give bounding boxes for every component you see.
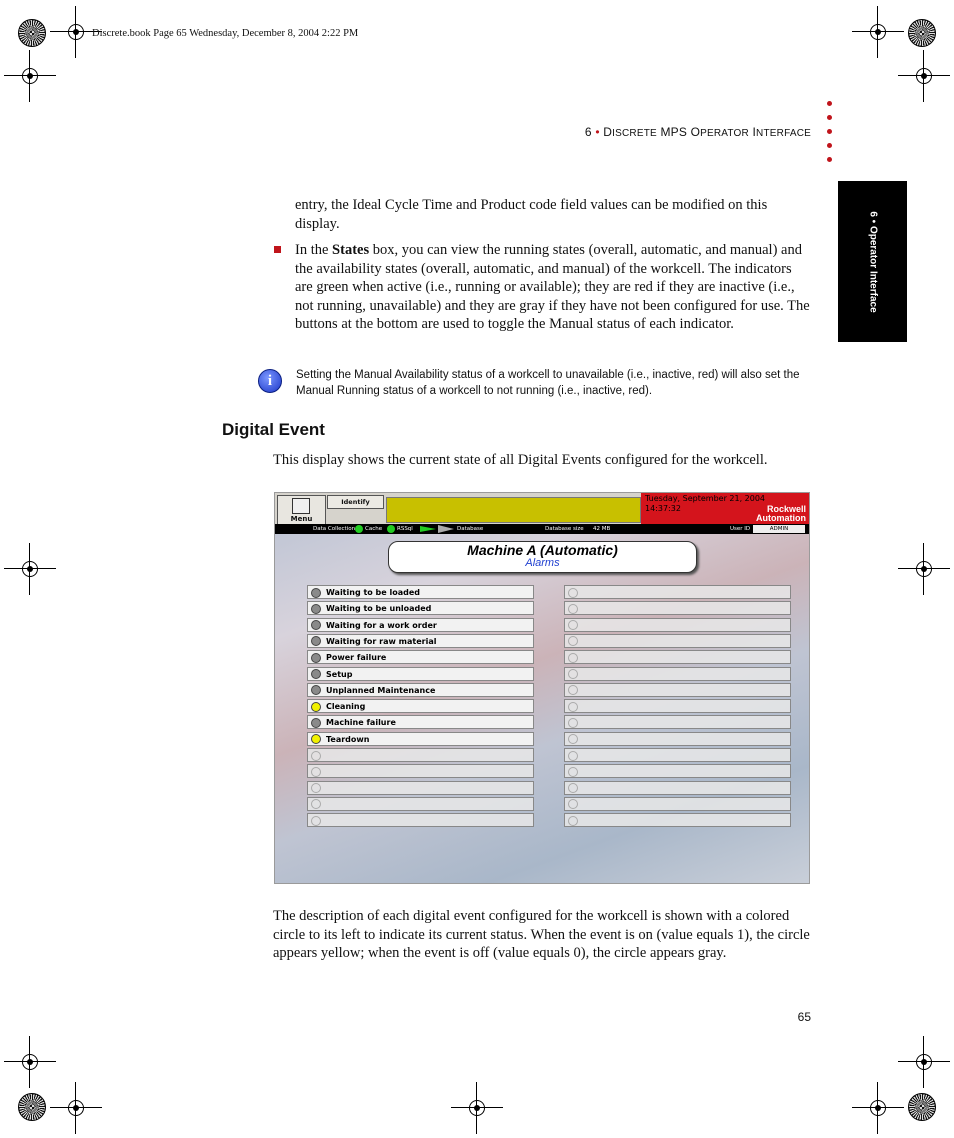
screen-title: [388, 541, 697, 573]
status-circle-icon: [311, 751, 321, 761]
arrow-icon: [438, 525, 454, 533]
status-data-collection: Data Collection: [313, 526, 356, 532]
event-row: [564, 683, 791, 697]
arrow-icon: [420, 526, 436, 532]
status-circle-icon: [311, 653, 321, 663]
status-circle-icon: [311, 702, 321, 712]
event-label: Waiting for raw material: [326, 636, 437, 646]
crop-mark-icon: [18, 557, 42, 581]
event-row: [564, 650, 791, 664]
event-label: Machine failure: [326, 718, 396, 728]
status-circle-icon: [568, 604, 578, 614]
registration-sunburst-icon: [18, 19, 46, 47]
decor-dot: [827, 157, 832, 162]
section-heading: Digital Event: [222, 420, 325, 439]
note-text: Setting the Manual Availability status of a workcell to unavailable (i.e., inactive, red) will also set the Manual Running status of a workcell to not running (i.e., inactive, red).: [296, 369, 800, 397]
status-circle-icon: [311, 588, 321, 598]
paragraph-intro: This display shows the current state of all Digital Events configured for the workcell.: [273, 452, 768, 468]
book-slug: Discrete.book Page 65 Wednesday, December 8, 2004 2:22 PM: [92, 28, 359, 39]
event-row: [307, 748, 534, 762]
db-size-label: Database size: [545, 526, 584, 532]
status-circle-icon: [568, 816, 578, 826]
status-circle-icon: [311, 767, 321, 777]
event-row: [564, 634, 791, 648]
status-circle-icon: [568, 751, 578, 761]
event-row: [564, 601, 791, 615]
machine-title: Machine A (Automatic): [467, 542, 618, 558]
event-label: Waiting to be loaded: [326, 588, 421, 597]
decor-dot: [827, 115, 832, 120]
event-label: Waiting for a work order: [326, 620, 437, 630]
crop-mark-icon: [465, 1096, 489, 1120]
status-circle-icon: [311, 636, 321, 646]
event-row: [307, 813, 534, 827]
decor-dot: [827, 101, 832, 106]
status-circle-icon: [311, 783, 321, 793]
status-circle-icon: [311, 799, 321, 809]
status-circle-icon: [568, 783, 578, 793]
status-rssql: RSSql: [397, 526, 413, 532]
user-id-label: User ID: [730, 526, 751, 532]
event-label: Waiting to be unloaded: [326, 604, 432, 614]
alarms-subtitle: Alarms: [525, 557, 560, 569]
identify-button[interactable]: Identify: [327, 495, 384, 509]
event-row: [564, 715, 791, 729]
event-row: [307, 585, 534, 599]
event-row: [307, 715, 534, 729]
status-circle-icon: [311, 685, 321, 695]
datetime-banner: [641, 493, 809, 524]
event-row: [564, 699, 791, 713]
event-row: [564, 585, 791, 599]
event-row: [307, 634, 534, 648]
running-head: 6 • DISCRETE MPS OPERATOR INTERFACE: [584, 125, 811, 139]
decor-dot: [827, 129, 832, 134]
status-cache: Cache: [365, 526, 383, 532]
status-bar: [275, 524, 809, 534]
crop-mark-icon: [64, 20, 88, 44]
crop-mark-icon: [912, 64, 936, 88]
status-circle-icon: [568, 685, 578, 695]
status-circle-icon: [311, 718, 321, 728]
decor-dot: [827, 143, 832, 148]
menu-button[interactable]: Menu: [277, 495, 326, 525]
crop-mark-icon: [18, 64, 42, 88]
event-row: [564, 813, 791, 827]
event-label: Unplanned Maintenance: [326, 685, 436, 695]
event-row: [564, 667, 791, 681]
status-circle-icon: [568, 620, 578, 630]
paragraph-entry: entry, the Ideal Cycle Time and Product code field values can be modified on this display.: [295, 197, 768, 232]
page-number: 65: [797, 1010, 811, 1024]
db-size-value: 42 MB: [593, 526, 611, 532]
event-row: [564, 764, 791, 778]
event-row: [307, 781, 534, 795]
event-row: [307, 618, 534, 632]
crop-mark-icon: [912, 557, 936, 581]
bullet-marker: [274, 246, 281, 253]
status-circle-icon: [311, 620, 321, 630]
event-row: [307, 732, 534, 746]
registration-sunburst-icon: [908, 1093, 936, 1121]
status-circle-icon: [568, 653, 578, 663]
registration-sunburst-icon: [908, 19, 936, 47]
user-id-field: ADMIN: [753, 525, 805, 533]
event-row: [307, 797, 534, 811]
status-circle-icon: [568, 734, 578, 744]
rockwell-logo: Rockwell Automation: [756, 504, 806, 523]
status-circle-icon: [568, 799, 578, 809]
status-circle-icon: [568, 702, 578, 712]
event-row: [564, 618, 791, 632]
menu-grid-icon: [292, 498, 310, 514]
event-row: [564, 797, 791, 811]
status-circle-icon: [311, 816, 321, 826]
status-database: Database: [457, 526, 484, 532]
status-circle-icon: [568, 588, 578, 598]
time-text: 14:37:32: [645, 504, 681, 513]
event-row: [307, 667, 534, 681]
status-circle-icon: [311, 669, 321, 679]
crop-mark-icon: [866, 20, 890, 44]
event-row: [307, 699, 534, 713]
event-row: [307, 601, 534, 615]
date-text: Tuesday, September 21, 2004: [645, 494, 766, 503]
event-row: [307, 764, 534, 778]
event-label: Setup: [326, 669, 353, 679]
rssql-status-icon: [387, 525, 395, 533]
event-row: [307, 683, 534, 697]
crop-mark-icon: [912, 1050, 936, 1074]
event-label: Power failure: [326, 653, 387, 663]
chapter-tab: 6 • Operator Interface: [838, 181, 907, 342]
crop-mark-icon: [64, 1096, 88, 1120]
crop-mark-icon: [866, 1096, 890, 1120]
event-row: [564, 781, 791, 795]
status-circle-icon: [568, 636, 578, 646]
status-circle-icon: [311, 604, 321, 614]
event-label: Teardown: [326, 734, 370, 744]
message-area: [386, 497, 641, 523]
info-icon: i: [258, 369, 282, 393]
paragraph-states: In the States box, you can view the running states (overall, automatic, and manual) and the availability states (overall, automatic, and manual) of the workcell. The indicators are green when active (i.e., running or available); they are red if they are inactive (i.e., not running, unavailable) and they are gray if they have not been configured for use. The buttons at the bottom are used to toggle the Manual status of each indicator.: [295, 242, 810, 332]
paragraph-description: The description of each digital event configured for the workcell is shown with a colored circle to its left to indicate its current status. When the event is on (value equals 1), the circle appears yellow; when the event is off (value equals 0), the circle appears gray.: [273, 908, 810, 961]
crop-mark-icon: [18, 1050, 42, 1074]
registration-sunburst-icon: [18, 1093, 46, 1121]
digital-event-screenshot: [274, 492, 810, 884]
cache-status-icon: [355, 525, 363, 533]
screen-toolbar: [275, 493, 809, 526]
status-circle-icon: [311, 734, 321, 744]
status-circle-icon: [568, 718, 578, 728]
event-label: Cleaning: [326, 702, 366, 712]
event-row: [564, 732, 791, 746]
status-circle-icon: [568, 767, 578, 777]
event-row: [564, 748, 791, 762]
event-row: [307, 650, 534, 664]
status-circle-icon: [568, 669, 578, 679]
